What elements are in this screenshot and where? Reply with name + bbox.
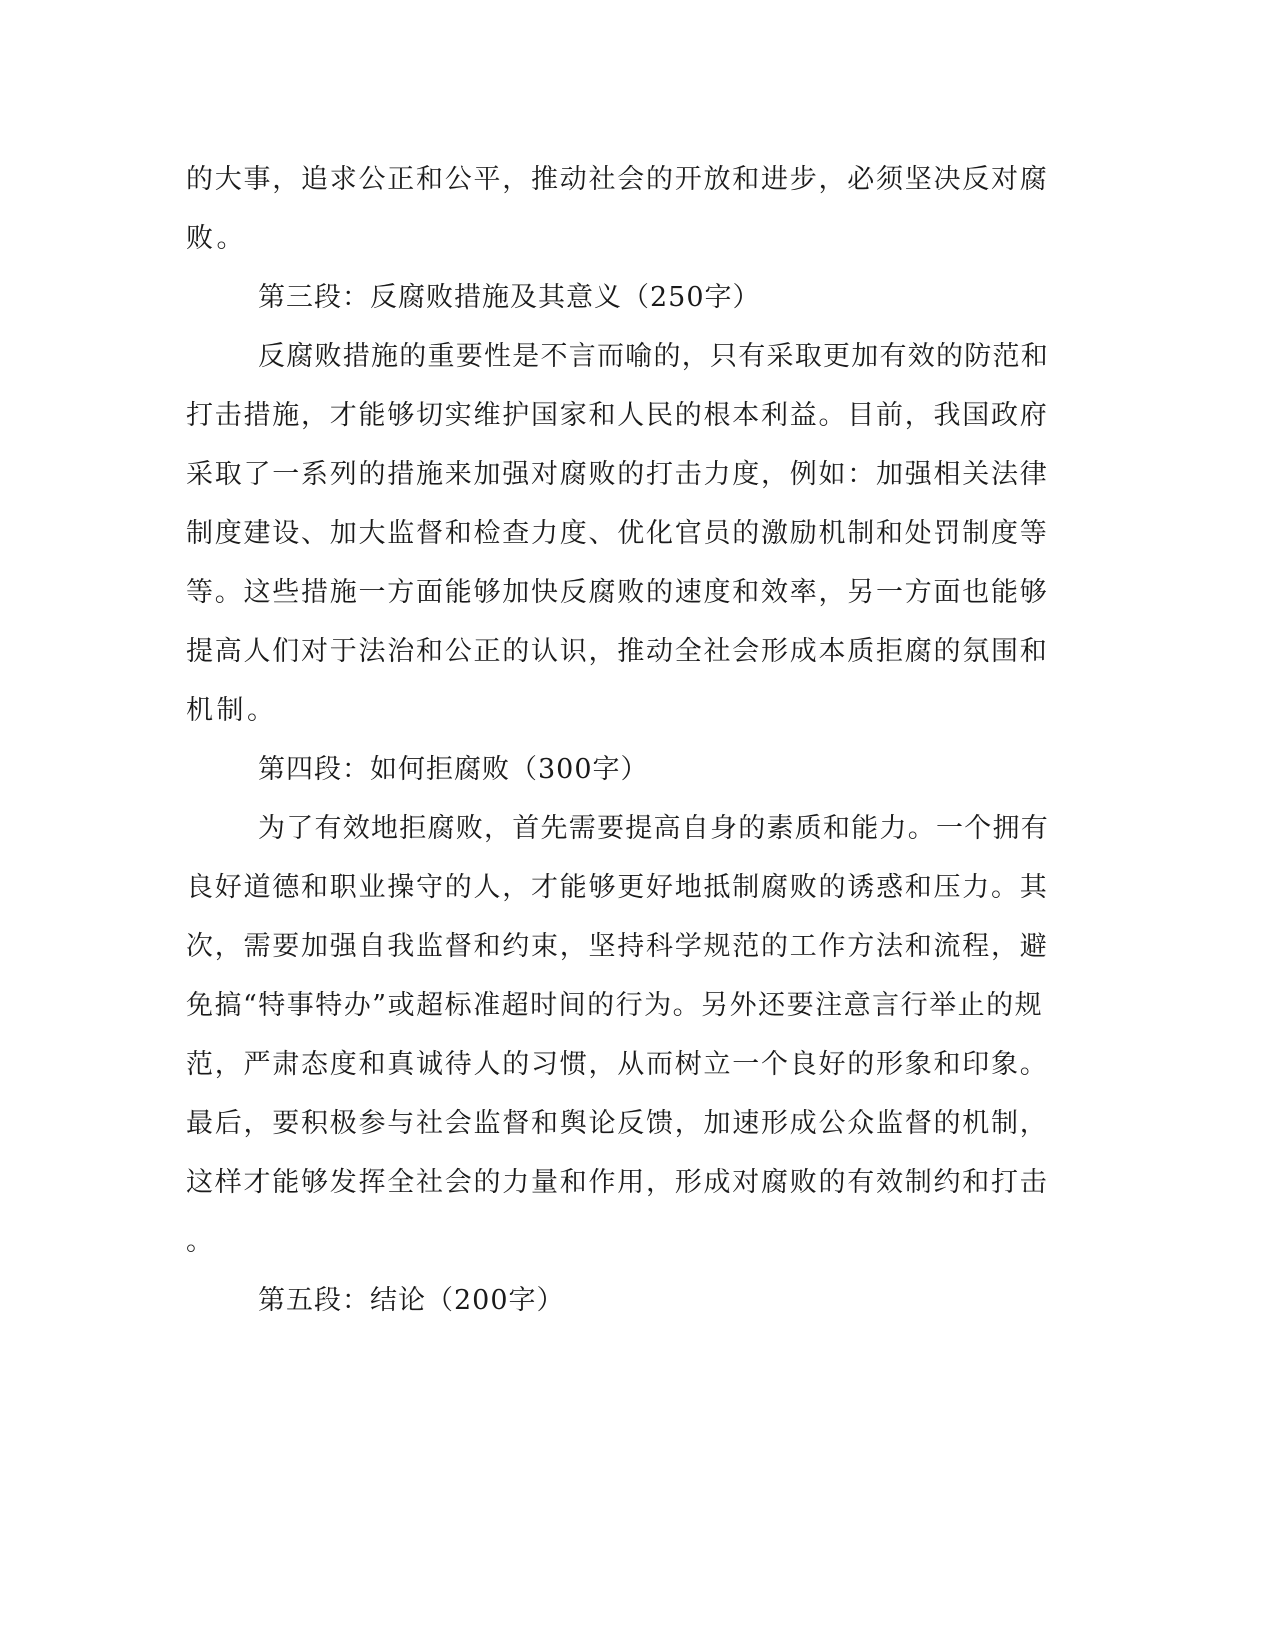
section4-line-6: 最后，要积极参与社会监督和舆论反馈，加速形成公众监督的机制， — [186, 1108, 1049, 1139]
section3-line-6: 提高人们对于法治和公正的认识，推动全社会形成本质拒腐的氛围和 — [186, 636, 1049, 667]
section5-heading: 第五段：结论（200字） — [258, 1285, 565, 1316]
intro-line-1: 的大事，追求公正和公平，推动社会的开放和进步，必须坚决反对腐 — [186, 164, 1049, 195]
section3-line-3: 采取了一系列的措施来加强对腐败的打击力度，例如：加强相关法律 — [186, 459, 1049, 490]
section4-line-4: 免搞“特事特办”或超标准超时间的行为。另外还要注意言行举止的规 — [186, 990, 1044, 1021]
section3-line-7: 机制。 — [186, 695, 278, 726]
section4-line-2: 良好道德和职业操守的人，才能够更好地抵制腐败的诱惑和压力。其 — [186, 872, 1049, 903]
section4-line-1: 为了有效地拒腐败，首先需要提高自身的素质和能力。一个拥有 — [258, 813, 1049, 844]
section4-line-3: 次，需要加强自我监督和约束，坚持科学规范的工作方法和流程，避 — [186, 931, 1049, 962]
section3-heading: 第三段：反腐败措施及其意义（250字） — [258, 282, 761, 313]
section4-line-7: 这样才能够发挥全社会的力量和作用，形成对腐败的有效制约和打击 — [186, 1167, 1049, 1198]
section3-line-4: 制度建设、加大监督和检查力度、优化官员的激励机制和处罚制度等 — [186, 518, 1049, 549]
section4-line-5: 范，严肃态度和真诚待人的习惯，从而树立一个良好的形象和印象。 — [186, 1049, 1049, 1080]
intro-line-2: 败。 — [186, 223, 247, 254]
section3-line-1: 反腐败措施的重要性是不言而喻的，只有采取更加有效的防范和 — [258, 341, 1049, 372]
section4-line-8: 。 — [186, 1226, 217, 1257]
section3-line-5: 等。这些措施一方面能够加快反腐败的速度和效率，另一方面也能够 — [186, 577, 1049, 608]
section3-line-2: 打击措施，才能够切实维护国家和人民的根本利益。目前，我国政府 — [186, 400, 1049, 431]
section4-heading: 第四段：如何拒腐败（300字） — [258, 754, 649, 785]
